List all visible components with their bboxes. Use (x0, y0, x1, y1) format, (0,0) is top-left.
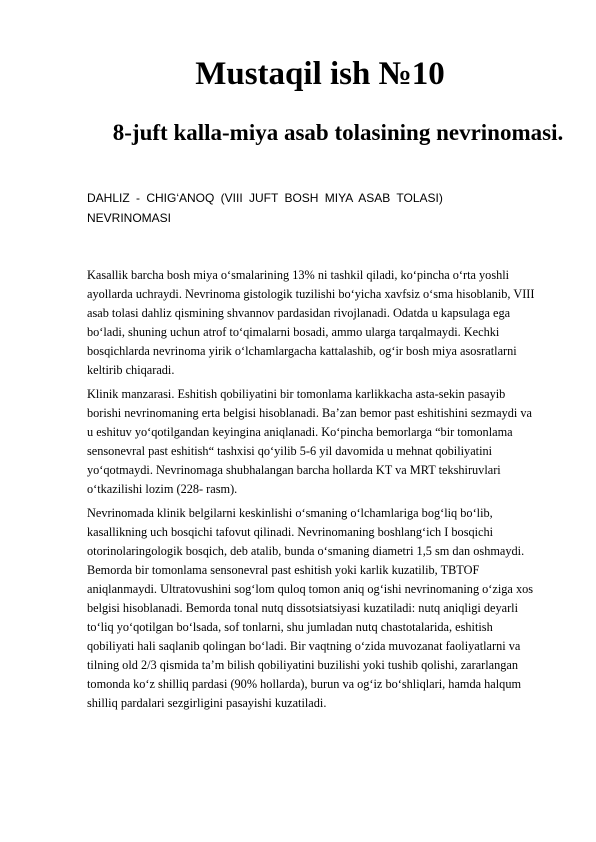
paragraph: Klinik manzarasi. Eshitish qobiliyatini bir tomonlama karlikkacha asta-sekin pasayib borishi nevrinomaning erta belgisi hisoblanadi. Ba’zan bemor past eshitishini sezmaydi va u eshituv yo‘qotilgandan keyingina aniqlanadi. Ko‘pincha bemorlarga “bir tomonlama sensonevral past eshitish“ tashxisi qo‘yilib 5-6 yil davomida u mehnat qobiliyatini yo‘qotmaydi. Nevrinomaga shubhalangan barcha hollarda KT va MRT tekshiruvlari o‘tkazilishi lozim (228- rasm). (87, 387, 532, 496)
paragraph: Kasallik barcha bosh miya o‘smalarining 13% ni tashkil qiladi, ko‘pincha o‘rta yoshli ayollarda uchraydi. Nevrinoma gistologik tuzilishi bo‘yicha xavfsiz o‘sma hisoblanib, VIII asab tolasi dahliz qismining shvannov pardasidan rivojlanadi. Odatda u kapsulaga ega bo‘ladi, shuning uchun atrof to‘qimalarni bosadi, ammo ularga tarqalmaydi. Kechki bosqichlarda nevrinoma yirik o‘lchamlargacha kattalashib, og‘ir bosh miya asosratlarni keltirib chiqaradi. (87, 268, 535, 377)
document-title: Mustaqil ish №10 (195, 56, 445, 92)
section-heading: DAHLIZ - CHIG‘ANOQ (VIII JUFT BOSH MIYA ASAB TOLASI) NEVRINOMASI (87, 191, 443, 225)
body-text (87, 266, 541, 718)
paragraph: Nevrinomada klinik belgilarni keskinlishi o‘smaning o‘lchamlariga bog‘liq bo‘lib, kasallikning uch bosqichi tafovut qilinadi. Nevrinomaning boshlang‘ich I bosqichi otorinolaringologik bosqich, deb atalib, bunda o‘smaning diametri 1,5 sm dan oshmaydi. Bemorda bir tomonlama sensonevral past eshitish yoki karlik kuzatilib, TBTOF aniqlanmaydi. Ultratovushini sog‘lom quloq tomon aniq og‘ishi nevrinomaning o‘ziga xos belgisi hisoblanadi. Bemorda tonal nutq dissotsiatsiyasi kuzatiladi: nutq aniqligi deyarli to‘liq yo‘qotilgan bo‘lsada, sof tonlarni, shu jumladan nutq chastotalarida, eshitish qobiliyati hali saqlanib qolingan bo‘ladi. Bir vaqtning o‘zida muvozanat faoliyatlarni va tilning old 2/3 qismida ta’m bilish qobiliyatini buzilishi yoki tushib qolishi, zararlangan tomonda ko‘z shilliq pardasi (90% hollarda), burun va og‘iz bo‘shliqlari, hamda halqum shilliq pardalari sezgirligini pasayishi kuzatiladi. (87, 506, 534, 710)
document-subtitle: 8-juft kalla-miya asab tolasining nevrinomasi. (112, 120, 564, 145)
